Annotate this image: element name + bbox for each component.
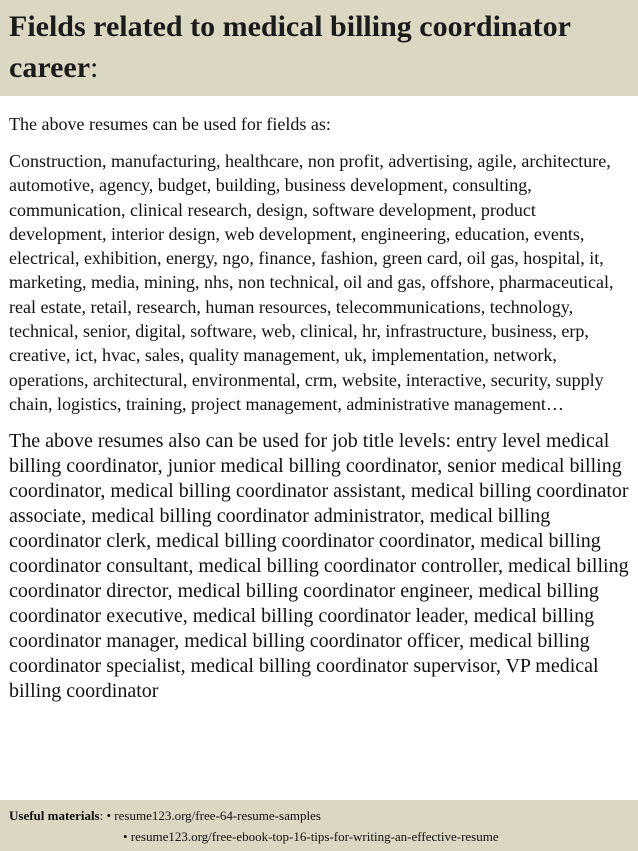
page-title bbox=[9, 6, 629, 88]
intro-text: The above resumes can be used for fields as: bbox=[9, 114, 331, 134]
footer-link-ebook[interactable]: • resume123.org/free-ebook-top-16-tips-for-writing-an-effective-resume bbox=[123, 829, 499, 844]
job-title-levels: The above resumes also can be used for job title levels: entry level medical billing coordinator, junior medical billing coordinator, senior medical billing coordinator, medical billing coordinator assistant, medical billing coordinator associate, medical billing coordinator administrator, medical billing coordinator clerk, medical billing coordinator coordinator, medical billing coordinator consultant, medical billing coordinator controller, medical billing coordinator director, medical billing coordinator engineer, medical billing coordinator executive, medical billing coordinator leader, medical billing coordinator manager, medical billing coordinator officer, medical billing coordinator specialist, medical billing coordinator supervisor, VP medical billing coordinator bbox=[9, 430, 629, 703]
footer-link-resume-samples[interactable]: • resume123.org/free-64-resume-samples bbox=[106, 808, 321, 823]
fields-list: Construction, manufacturing, healthcare, non profit, advertising, agile, architecture, automotive, agency, budget, building, business development, consulting, communication, clinical research, design, software development, product development, interior design, web development, engineering, education, events, electrical, exhibition, energy, ngo, finance, fashion, green card, oil gas, hospital, it, marketing, media, mining, nhs, non technical, oil and gas, offshore, pharmaceutical, real estate, retail, research, human resources, telecommunications, technology, technical, senior, digital, software, web, clinical, hr, infrastructure, business, erp, creative, ict, hvac, sales, quality management, uk, implementation, network, operations, architectural, environmental, crm, website, interactive, security, supply chain, logistics, training, project management, administrative management… bbox=[9, 151, 614, 414]
title-band bbox=[0, 0, 638, 96]
page-title-text: Fields related to medical billing coordinator career bbox=[9, 10, 571, 84]
footer-row-2 bbox=[123, 827, 499, 846]
main-content bbox=[9, 112, 631, 802]
footer-row-1 bbox=[9, 806, 321, 825]
footer-label-separator: : bbox=[99, 808, 104, 823]
footer-label: Useful materials bbox=[9, 808, 100, 823]
footer bbox=[0, 800, 638, 851]
page-title-colon: : bbox=[90, 51, 99, 84]
